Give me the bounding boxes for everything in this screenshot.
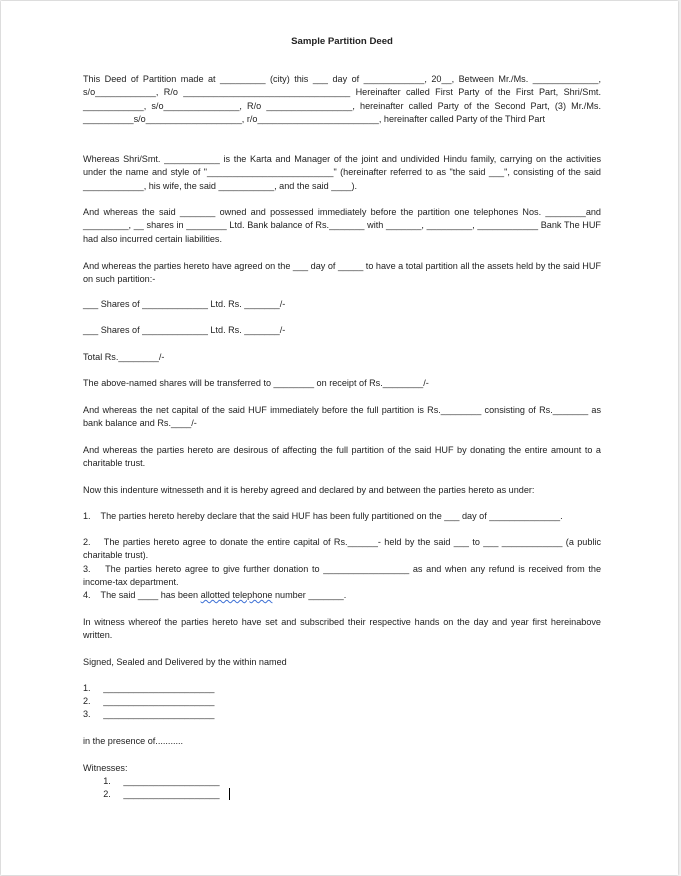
shares-line-2: ___ Shares of _____________ Ltd. Rs. _______/- xyxy=(83,325,286,335)
signature-line-1: 1. ______________________ xyxy=(83,683,215,693)
clause-4-suffix: number _______. xyxy=(272,590,347,600)
document-title: Sample Partition Deed xyxy=(291,36,393,47)
signature-line-2: 2. ______________________ xyxy=(83,696,215,706)
signature-line-3: 3. ______________________ xyxy=(83,709,215,719)
paragraph-indenture: Now this indenture witnesseth and it is hereby agreed and declared by and between the parties hereto as under: xyxy=(83,485,535,495)
clause-4 xyxy=(83,589,601,602)
text-cursor xyxy=(229,788,230,800)
paragraph-in-witness: In witness whereof the parties hereto have set and subscribed their respective hands on the day and year first hereinabove written. xyxy=(83,617,604,641)
paragraph-net-capital: And whereas the net capital of the said HUF immediately before the full partition is Rs.________ consisting of Rs._______ as bank balance and Rs.____/- xyxy=(83,405,604,429)
presence-line: in the presence of........... xyxy=(83,736,184,746)
document-page[interactable] xyxy=(1,1,678,875)
clause-3: 3. The parties hereto agree to give further donation to _________________ as and when any refund is received from the income-tax department. xyxy=(83,564,604,588)
paragraph-whereas-karta: Whereas Shri/Smt. ___________ is the Karta and Manager of the joint and undivided Hindu family, carrying on the activities under the name and style of "_________________________" (hereinafter referred to as "the said ___", consisting of the said ____________, his wife, the said ___________, and the said ____). xyxy=(83,154,604,191)
signed-sealed-line: Signed, Sealed and Delivered by the within named xyxy=(83,657,287,667)
clause-4-prefix: 4. The said ____ has been xyxy=(83,590,201,600)
paragraph-charitable-trust: And whereas the parties hereto are desirous of affecting the full partition of the said HUF by donating the entire amount to a charitable trust. xyxy=(83,445,604,469)
paragraph-assets: And whereas the said _______ owned and possessed immediately before the partition one telephones Nos. ________and _________, __ shares in ________ Ltd. Bank balance of Rs._______ with _______, _________, ____________ Bank The HUF had also incurred certain liabilities. xyxy=(83,207,604,244)
paragraph-agreed-partition: And whereas the parties hereto have agreed on the ___ day of _____ to have a total partition all the assets held by the said HUF on such partition:- xyxy=(83,261,604,285)
paragraph-transfer: The above-named shares will be transferred to ________ on receipt of Rs.________/- xyxy=(83,378,429,388)
shares-line-1: ___ Shares of _____________ Ltd. Rs. _______/- xyxy=(83,299,286,309)
total-line: Total Rs.________/- xyxy=(83,352,165,362)
clause-2: 2. The parties hereto agree to donate the entire capital of Rs.______- held by the said ___ to ___ ____________ (a public charitable trust). xyxy=(83,537,604,561)
paragraph-parties: This Deed of Partition made at _________ (city) this ___ day of ____________, 20__, Between Mr./Ms. _____________, s/o____________, R/o _________________________________ Hereinafter called First Party of the First Part, Shri/Smt. ____________, s/o_______________, R/o _________________, hereinafter called Party of the Second Part, (3) Mr./Ms. __________s/o___________________, r/o________________________, hereinafter called Party of the Third Part xyxy=(83,74,604,124)
witness-line-2: 2. ___________________ xyxy=(83,789,220,799)
clause-1: 1. The parties hereto hereby declare that the said HUF has been fully partitioned on the ___ day of ______________. xyxy=(83,511,563,521)
witnesses-heading: Witnesses: xyxy=(83,763,128,773)
witness-line-1: 1. ___________________ xyxy=(83,776,220,786)
spellcheck-flagged-text[interactable]: allotted telephone xyxy=(200,590,273,600)
